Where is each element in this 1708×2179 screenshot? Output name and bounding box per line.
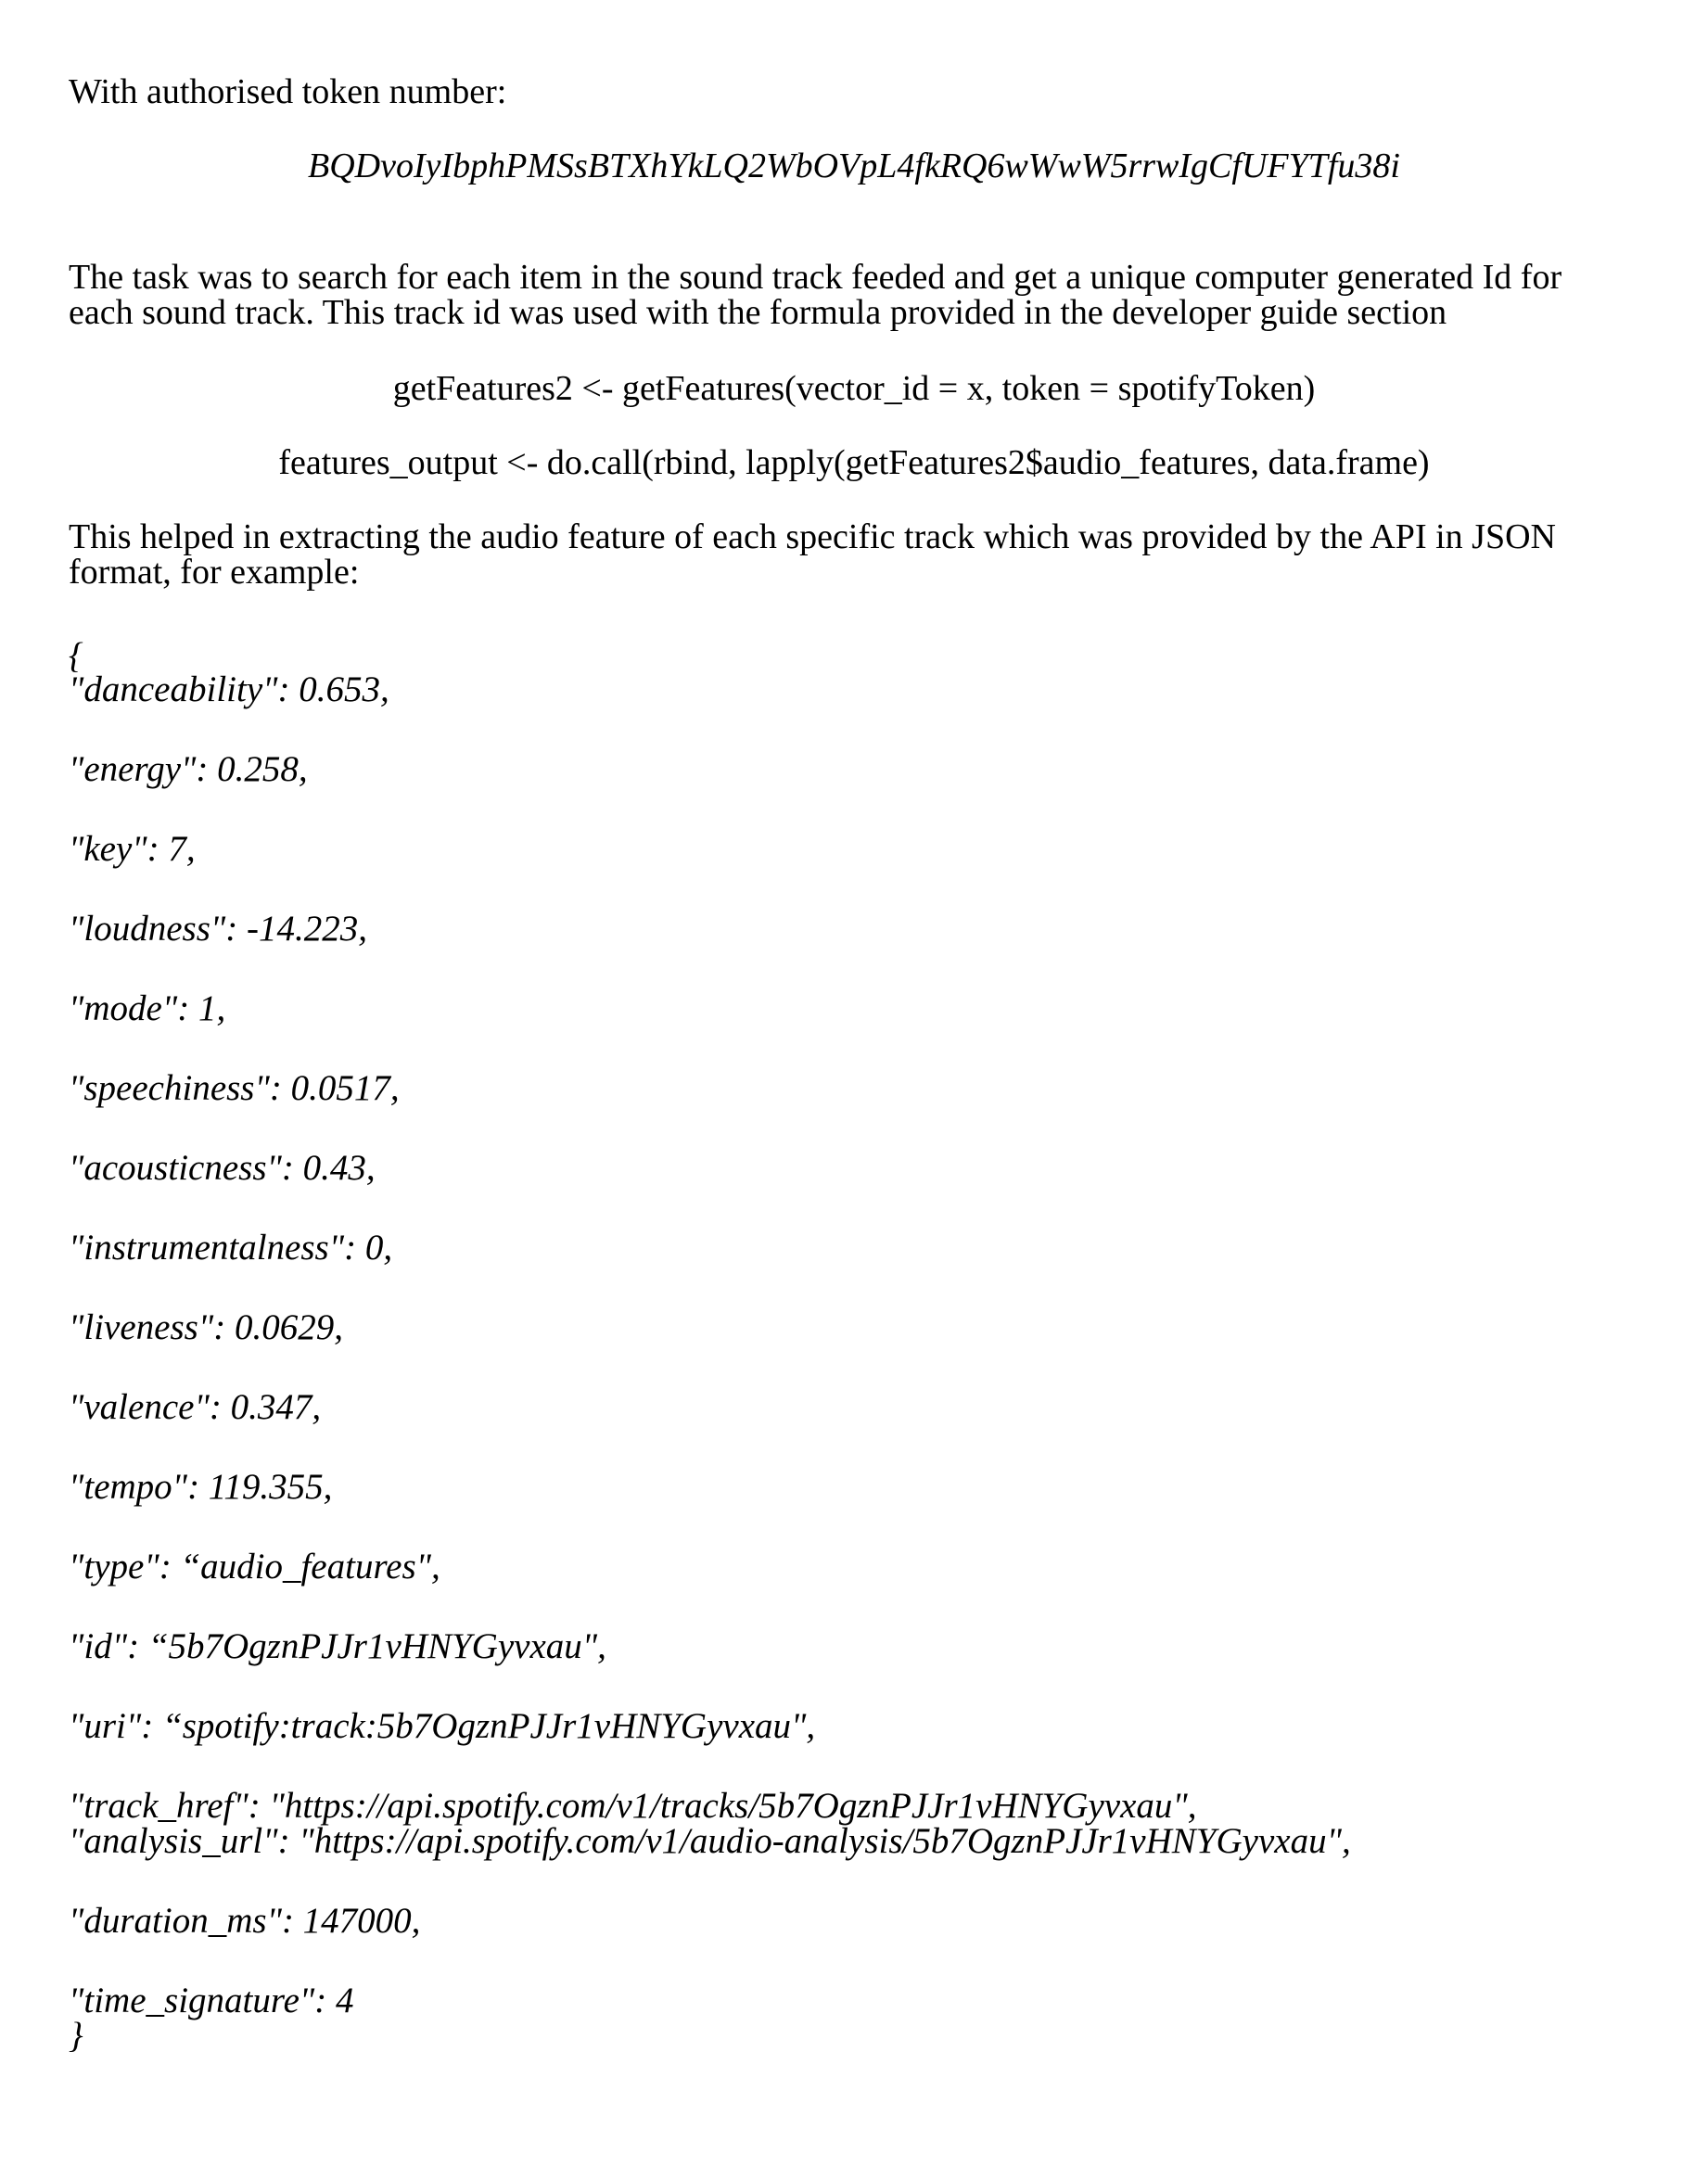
json-line-key: "key": 7,	[69, 829, 196, 869]
json-line-track-href: "track_href": "https://api.spotify.com/v1/tracks/5b7OgznPJJr1vHNYGyvxau",	[69, 1786, 1197, 1826]
json-line-speechiness: "speechiness": 0.0517,	[69, 1068, 400, 1108]
explanation-paragraph-line-2: format, for example:	[69, 553, 360, 592]
json-line-analysis-url: "analysis_url": "https://api.spotify.com/v1/audio-analysis/5b7OgznPJJr1vHNYGyvxau",	[69, 1821, 1351, 1861]
json-line-loudness: "loudness": -14.223,	[69, 909, 367, 949]
token-intro-label: With authorised token number:	[69, 72, 507, 111]
json-line-mode: "mode": 1,	[69, 988, 226, 1028]
json-line-valence: "valence": 0.347,	[69, 1387, 322, 1427]
json-open-brace: {	[69, 636, 83, 676]
json-line-energy: "energy": 0.258,	[69, 749, 308, 789]
explanation-paragraph-line-1: This helped in extracting the audio feature of each specific track which was provided by the API in JSON	[69, 517, 1556, 556]
formula-features-output: features_output <- do.call(rbind, lapply(getFeatures2$audio_features, data.frame)	[278, 443, 1430, 482]
json-line-danceability: "danceability": 0.653,	[69, 669, 389, 709]
json-line-tempo: "tempo": 119.355,	[69, 1467, 333, 1507]
task-paragraph-line-1: The task was to search for each item in the sound track feeded and get a unique computer generated Id for	[69, 258, 1562, 297]
json-line-time-signature: "time_signature": 4	[69, 1981, 354, 2020]
task-paragraph-line-2: each sound track. This track id was used with the formula provided in the developer guide section	[69, 293, 1447, 332]
json-line-duration-ms: "duration_ms": 147000,	[69, 1901, 421, 1941]
json-line-id: "id": “5b7OgznPJJr1vHNYGyvxau",	[69, 1626, 606, 1666]
json-line-instrumentalness: "instrumentalness": 0,	[69, 1228, 393, 1268]
json-line-acousticness: "acousticness": 0.43,	[69, 1148, 376, 1188]
authorised-token: BQDvoIyIbphPMSsBTXhYkLQ2WbOVpL4fkRQ6wWwW5rrwIgCfUFYTfu38i	[308, 147, 1400, 185]
json-line-uri: "uri": “spotify:track:5b7OgznPJJr1vHNYGyvxau",	[69, 1706, 816, 1746]
json-line-liveness: "liveness": 0.0629,	[69, 1307, 343, 1347]
json-close-brace: }	[69, 2016, 83, 2056]
json-line-type: "type": “audio_features",	[69, 1547, 440, 1586]
formula-get-features: getFeatures2 <- getFeatures(vector_id = x, token = spotifyToken)	[392, 369, 1316, 408]
